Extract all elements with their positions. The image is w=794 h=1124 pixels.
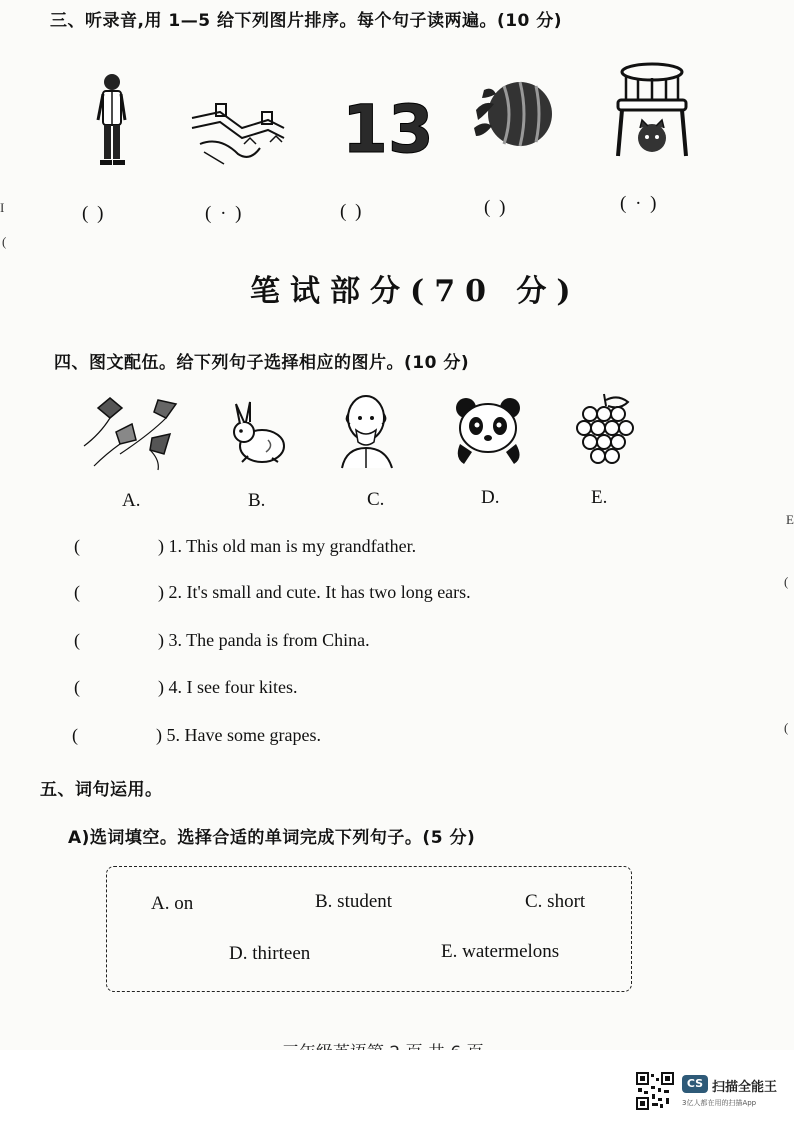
question-text: ) 5. Have some grapes. — [156, 725, 321, 745]
question-text: ) 2. It's small and cute. It has two long ears. — [158, 582, 471, 602]
answer-blank[interactable]: ( — [72, 725, 78, 745]
grapes-icon — [574, 392, 636, 468]
scanner-watermark — [0, 1050, 794, 1124]
written-part-title: 笔试部分(70 分) — [250, 274, 581, 309]
section4-heading: 四、图文配伍。给下列句子选择相应的图片。(10 分) — [54, 353, 470, 373]
word-bank-box — [106, 866, 632, 992]
option-label-a: A. — [122, 490, 141, 511]
answer-bracket-2[interactable]: ( · ) — [205, 203, 244, 224]
rabbit-icon — [228, 400, 288, 466]
number-13-icon — [340, 90, 434, 168]
qr-code-icon — [636, 1072, 674, 1114]
great-wall-icon — [190, 98, 286, 168]
option-label-e: E. — [591, 487, 608, 508]
option-label-d: D. — [481, 487, 500, 508]
question-line-2 — [74, 582, 471, 603]
edge-mark: ( — [2, 234, 7, 249]
question-text: ) 1. This old man is my grandfather. — [158, 536, 417, 556]
answer-bracket-4[interactable]: ( ) — [484, 197, 508, 218]
question-text: ) 3. The panda is from China. — [158, 630, 370, 650]
word-option-a: A. on — [151, 893, 194, 914]
option-label-b: B. — [248, 490, 266, 511]
section5-heading: 五、词句运用。 — [40, 780, 163, 800]
svg-text:13: 13 — [342, 91, 434, 168]
edge-mark: I — [0, 200, 5, 215]
old-man-icon — [334, 390, 400, 470]
scanner-tagline: 3亿人都在用的扫描App — [682, 1099, 757, 1107]
answer-blank[interactable]: ( — [74, 677, 80, 697]
edge-mark: ( — [784, 574, 789, 589]
word-option-c: C. short — [525, 891, 586, 912]
edge-mark: ( — [784, 720, 789, 735]
word-option-b: B. student — [315, 891, 393, 912]
watermelon-icon — [470, 70, 556, 156]
scanner-app-name: 扫描全能王 — [712, 1080, 778, 1095]
answer-bracket-3[interactable]: ( ) — [340, 201, 364, 222]
answer-blank[interactable]: ( — [74, 630, 80, 650]
answer-bracket-1[interactable]: ( ) — [82, 203, 106, 224]
question-text: ) 4. I see four kites. — [158, 677, 298, 697]
word-option-e: E. watermelons — [441, 941, 560, 962]
question-line-4 — [74, 677, 297, 698]
option-label-c: C. — [367, 489, 385, 510]
answer-blank[interactable]: ( — [74, 582, 80, 602]
section5-part-a: A)选词填空。选择合适的单词完成下列句子。(5 分) — [68, 828, 476, 848]
man-figure-icon — [92, 72, 132, 168]
word-option-d: D. thirteen — [229, 943, 311, 964]
edge-mark: E — [786, 512, 794, 527]
cat-under-chair-icon — [612, 60, 692, 160]
kites-icon — [80, 394, 190, 472]
section3-heading: 三、听录音,用 1—5 给下列图片排序。每个句子读两遍。(10 分) — [50, 11, 563, 31]
panda-icon — [452, 396, 528, 466]
answer-bracket-5[interactable]: ( · ) — [620, 193, 659, 214]
question-line-3 — [74, 630, 370, 651]
camscanner-logo-icon: CS — [682, 1075, 708, 1093]
question-line-5 — [72, 725, 321, 746]
answer-blank[interactable]: ( — [74, 536, 80, 556]
question-line-1 — [74, 536, 416, 557]
